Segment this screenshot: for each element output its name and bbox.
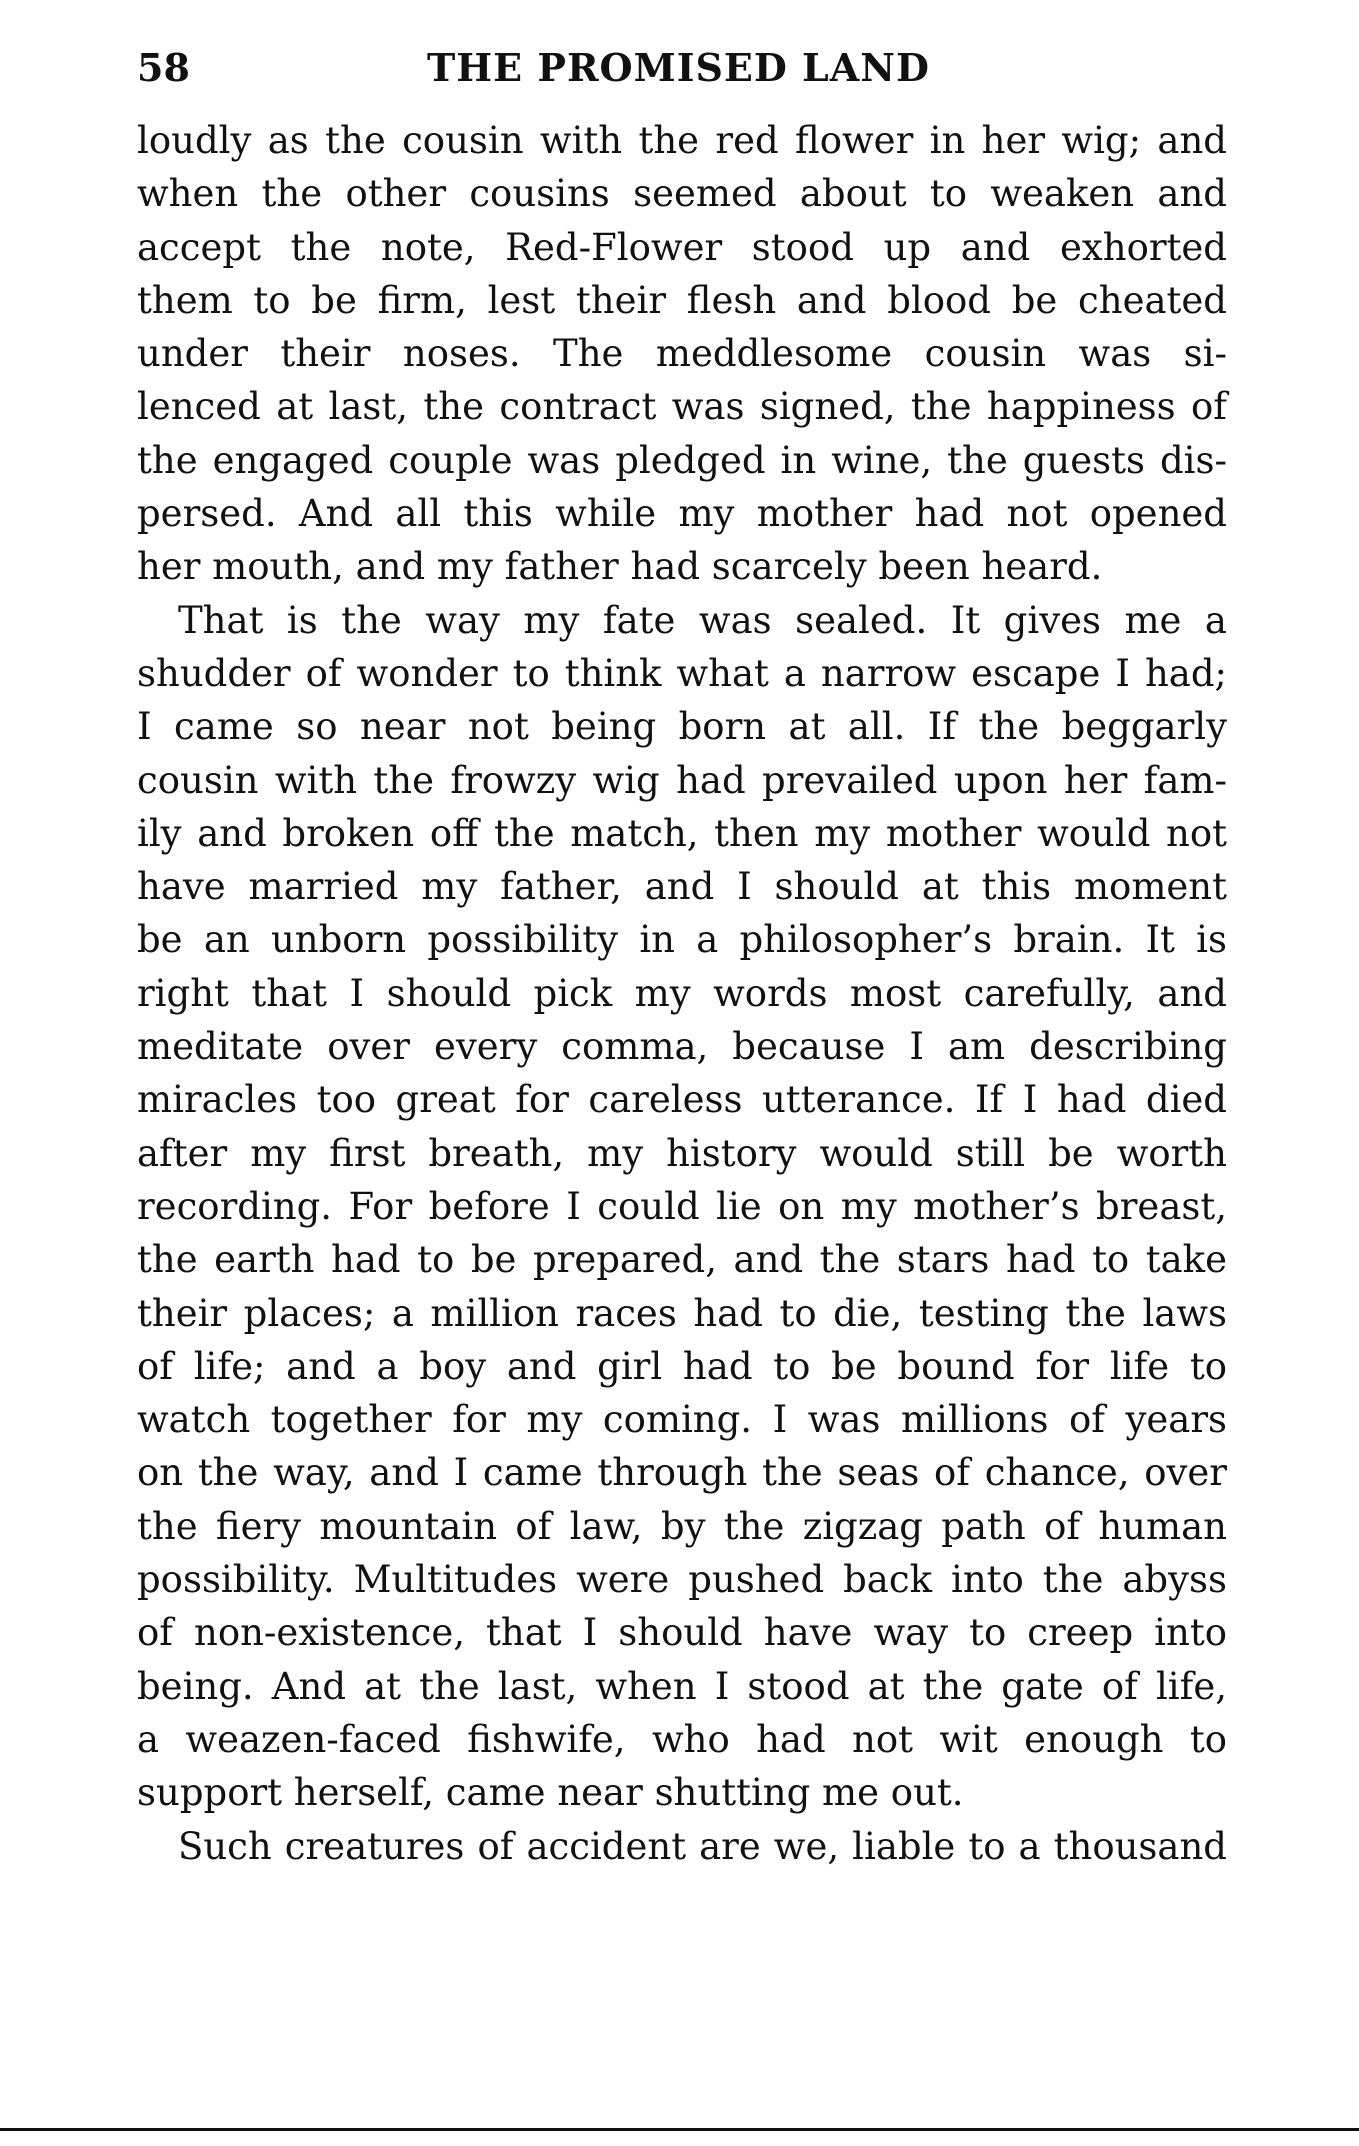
text-line: of non-existence, that I should have way to creep into — [137, 1611, 1227, 1655]
body-text — [137, 114, 1227, 1873]
text-line: watch together for my coming. I was millions of years — [137, 1398, 1227, 1442]
text-line: right that I should pick my words most carefully, and — [137, 971, 1227, 1015]
text-line: of life; and a boy and girl had to be bound for life to — [137, 1344, 1227, 1388]
text-line: them to be firm, lest their flesh and blood be cheated — [137, 278, 1227, 322]
text-line: meditate over every comma, because I am describing — [137, 1025, 1227, 1069]
text-line: have married my father, and I should at this moment — [137, 865, 1227, 909]
page-number: 58 — [137, 45, 190, 90]
text-line: their places; a million races had to die, testing the laws — [137, 1291, 1227, 1335]
text-line: miracles too great for careless utterance. If I had died — [137, 1078, 1227, 1122]
text-line: I came so near not being born at all. If the beggarly — [137, 705, 1227, 749]
text-line: when the other cousins seemed about to weaken and — [137, 172, 1227, 216]
text-line: under their noses. The meddlesome cousin was si- — [137, 332, 1227, 376]
text-line: cousin with the frowzy wig had prevailed upon her fam- — [137, 758, 1227, 802]
text-line: after my first breath, my history would still be worth — [137, 1131, 1227, 1175]
running-head — [137, 38, 1237, 98]
text-line: ily and broken off the match, then my mother would not — [137, 811, 1227, 855]
text-line: recording. For before I could lie on my mother’s breast, — [137, 1184, 1227, 1228]
text-line: the earth had to be prepared, and the stars had to take — [137, 1238, 1227, 1282]
paragraph-start-line: Such creatures of accident are we, liable to a thousand — [178, 1824, 1227, 1868]
text-line: support herself, came near shutting me out. — [137, 1771, 964, 1815]
bottom-rule — [0, 2128, 1359, 2131]
text-line: loudly as the cousin with the red flower in her wig; and — [137, 119, 1227, 162]
text-line: shudder of wonder to think what a narrow escape I had; — [137, 651, 1227, 695]
text-line: the fiery mountain of law, by the zigzag path of human — [137, 1504, 1227, 1548]
text-line: being. And at the last, when I stood at the gate of life, — [137, 1664, 1227, 1708]
text-line: persed. And all this while my mother had not opened — [137, 492, 1227, 536]
text-line: lenced at last, the contract was signed, the happiness of — [137, 385, 1227, 429]
text-line: accept the note, Red-Flower stood up and exhorted — [137, 225, 1227, 269]
running-title: THE PROMISED LAND — [427, 45, 930, 90]
paragraph-start-line: That is the way my fate was sealed. It gives me a — [178, 598, 1227, 642]
text-line: her mouth, and my father had scarcely been heard. — [137, 545, 1103, 589]
text-line: be an unborn possibility in a philosopher’s brain. It is — [137, 918, 1227, 962]
text-line: the engaged couple was pledged in wine, the guests dis- — [137, 438, 1227, 482]
text-line: a weazen-faced fishwife, who had not wit enough to — [137, 1717, 1227, 1761]
text-line: possibility. Multitudes were pushed back into the abyss — [137, 1558, 1227, 1602]
text-line: on the way, and I came through the seas of chance, over — [137, 1451, 1227, 1495]
